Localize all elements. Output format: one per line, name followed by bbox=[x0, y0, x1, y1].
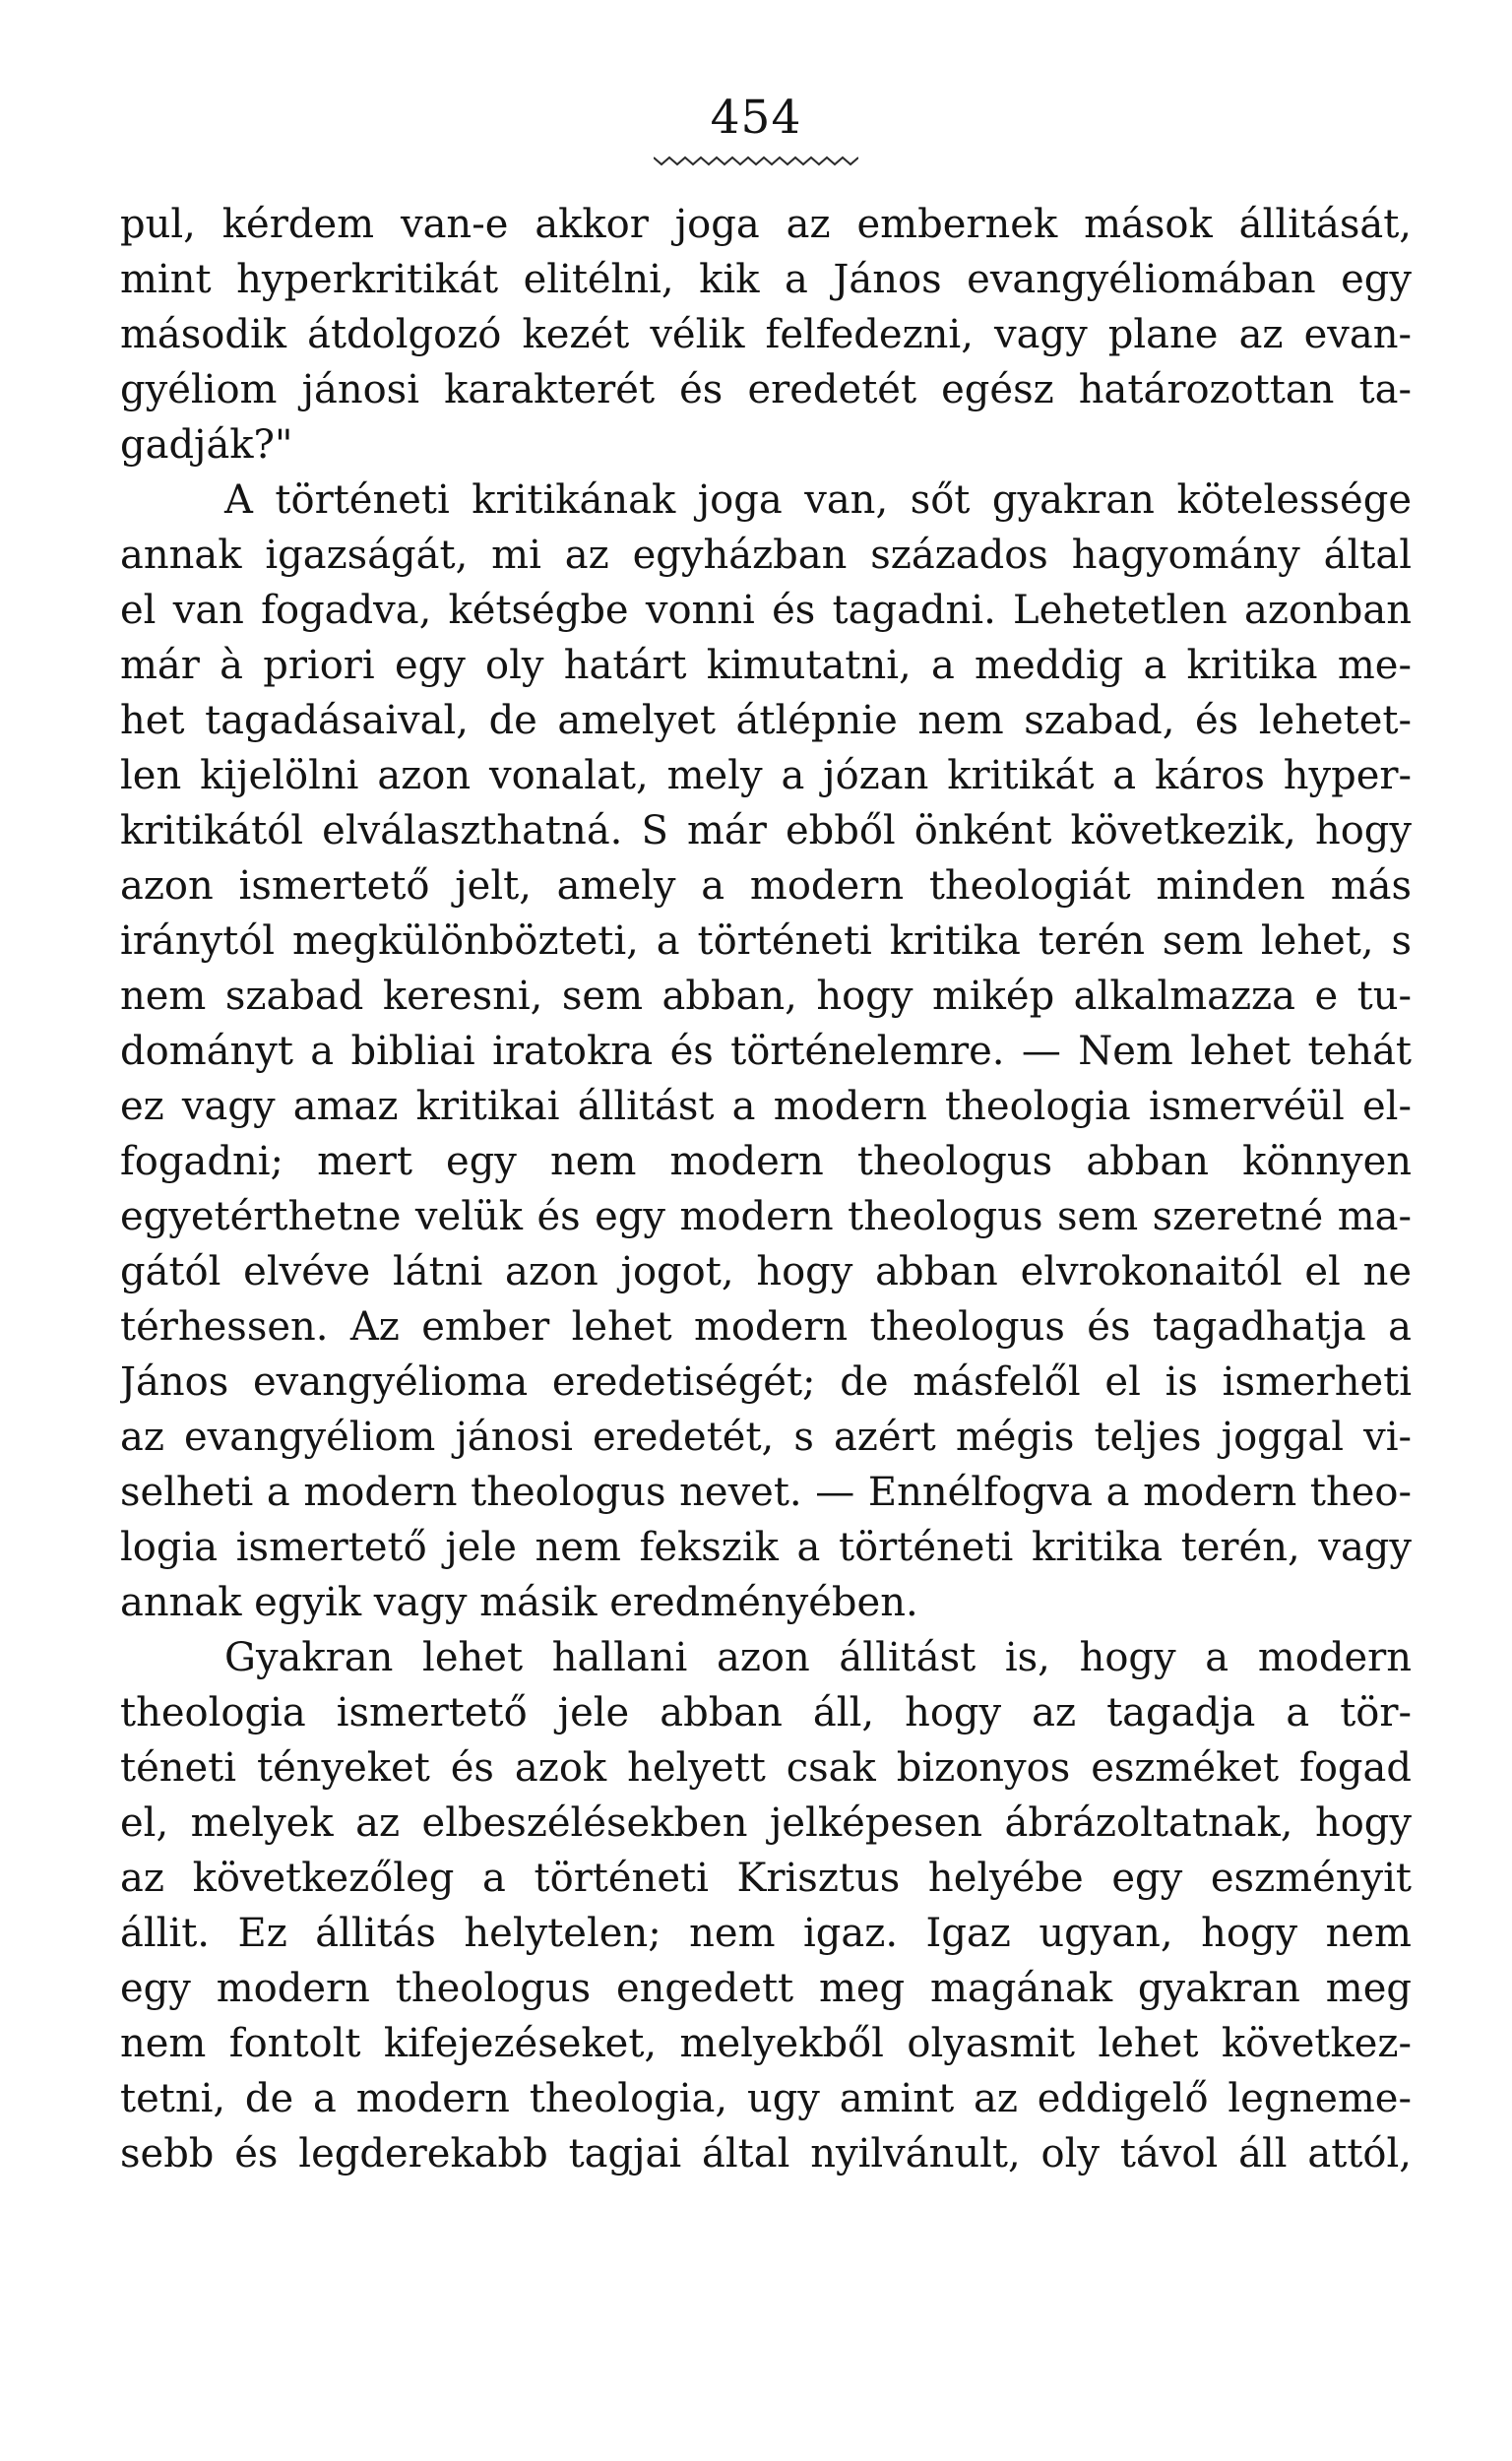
text-line: tetni, de a modern theologia, ugy amint az eddigelő legneme- bbox=[120, 2076, 1412, 2121]
text-line: fogadni; mert egy nem modern theologus abban könnyen bbox=[120, 1139, 1412, 1184]
text-line: második átdolgozó kezét vélik felfedezni, vagy plane az evan- bbox=[120, 312, 1412, 357]
text-line: János evangyélioma eredetiségét; de másfelől el is ismerheti bbox=[120, 1359, 1412, 1405]
text-line: theologia ismertető jele abban áll, hogy az tagadja a tör- bbox=[120, 1690, 1412, 1735]
text-line: nem szabad keresni, sem abban, hogy mikép alkalmazza e tu- bbox=[120, 974, 1412, 1019]
text-line: selheti a modern theologus nevet. — Ennélfogva a modern theo- bbox=[120, 1470, 1412, 1515]
page-number-ornament bbox=[654, 154, 858, 167]
text-line: már à priori egy oly határt kimutatni, a meddig a kritika me- bbox=[120, 643, 1412, 688]
text-line: sebb és legderekabb tagjai által nyilvánult, oly távol áll attól, bbox=[120, 2131, 1412, 2177]
text-line: dományt a bibliai iratokra és történelemre. — Nem lehet tehát bbox=[120, 1029, 1412, 1074]
page-number: 454 bbox=[710, 91, 802, 145]
text-line: állit. Ez állitás helytelen; nem igaz. Igaz ugyan, hogy nem bbox=[120, 1911, 1412, 1956]
text-line: azon ismertető jelt, amely a modern theologiát minden más bbox=[120, 863, 1412, 909]
text-line: nem fontolt kifejezéseket, melyekből olyasmit lehet következ- bbox=[120, 2021, 1412, 2066]
text-line: az következőleg a történeti Krisztus helyébe egy eszményit bbox=[120, 1856, 1412, 1901]
text-line: iránytól megkülönbözteti, a történeti kritika terén sem lehet, s bbox=[120, 918, 1412, 964]
text-line: ez vagy amaz kritikai állitást a modern theologia ismervéül el- bbox=[120, 1084, 1412, 1129]
text-line: mint hyperkritikát elitélni, kik a János evangyéliomában egy bbox=[120, 257, 1412, 302]
text-line: gától elvéve látni azon jogot, hogy abban elvrokonaitól el ne bbox=[120, 1249, 1412, 1294]
text-line: gadják?" bbox=[120, 422, 293, 468]
text-line: het tagadásaival, de amelyet átlépnie nem szabad, és lehetet- bbox=[120, 698, 1412, 743]
text-line: gyéliom jánosi karakterét és eredetét egész határozottan ta- bbox=[120, 367, 1412, 412]
text-line: kritikától elválaszthatná. S már ebből önként következik, hogy bbox=[120, 808, 1412, 853]
text-line: annak egyik vagy másik eredményében. bbox=[120, 1580, 918, 1625]
text-line: egyetérthetne velük és egy modern theologus sem szeretné ma- bbox=[120, 1194, 1412, 1239]
text-line: el, melyek az elbeszélésekben jelképesen ábrázoltatnak, hogy bbox=[120, 1800, 1412, 1846]
text-line: pul, kérdem van-e akkor joga az embernek mások állitását, bbox=[120, 202, 1412, 247]
text-line: logia ismertető jele nem fekszik a történeti kritika terén, vagy bbox=[120, 1525, 1412, 1570]
text-line: térhessen. Az ember lehet modern theologus és tagadhatja a bbox=[120, 1304, 1412, 1350]
text-line: az evangyéliom jánosi eredetét, s azért mégis teljes joggal vi- bbox=[120, 1415, 1412, 1460]
text-line: A történeti kritikának joga van, sőt gyakran kötelessége bbox=[224, 477, 1412, 523]
text-line: Gyakran lehet hallani azon állitást is, hogy a modern bbox=[224, 1635, 1412, 1680]
text-line: egy modern theologus engedett meg magának gyakran meg bbox=[120, 1966, 1412, 2011]
text-line: len kijelölni azon vonalat, mely a józan kritikát a káros hyper- bbox=[120, 753, 1412, 798]
text-line: annak igazságát, mi az egyházban százados hagyomány által bbox=[120, 533, 1412, 578]
text-line: el van fogadva, kétségbe vonni és tagadni. Lehetetlen azonban bbox=[120, 588, 1412, 633]
body-text bbox=[120, 197, 1412, 2181]
text-line: téneti tényeket és azok helyett csak bizonyos eszméket fogad bbox=[120, 1745, 1412, 1791]
